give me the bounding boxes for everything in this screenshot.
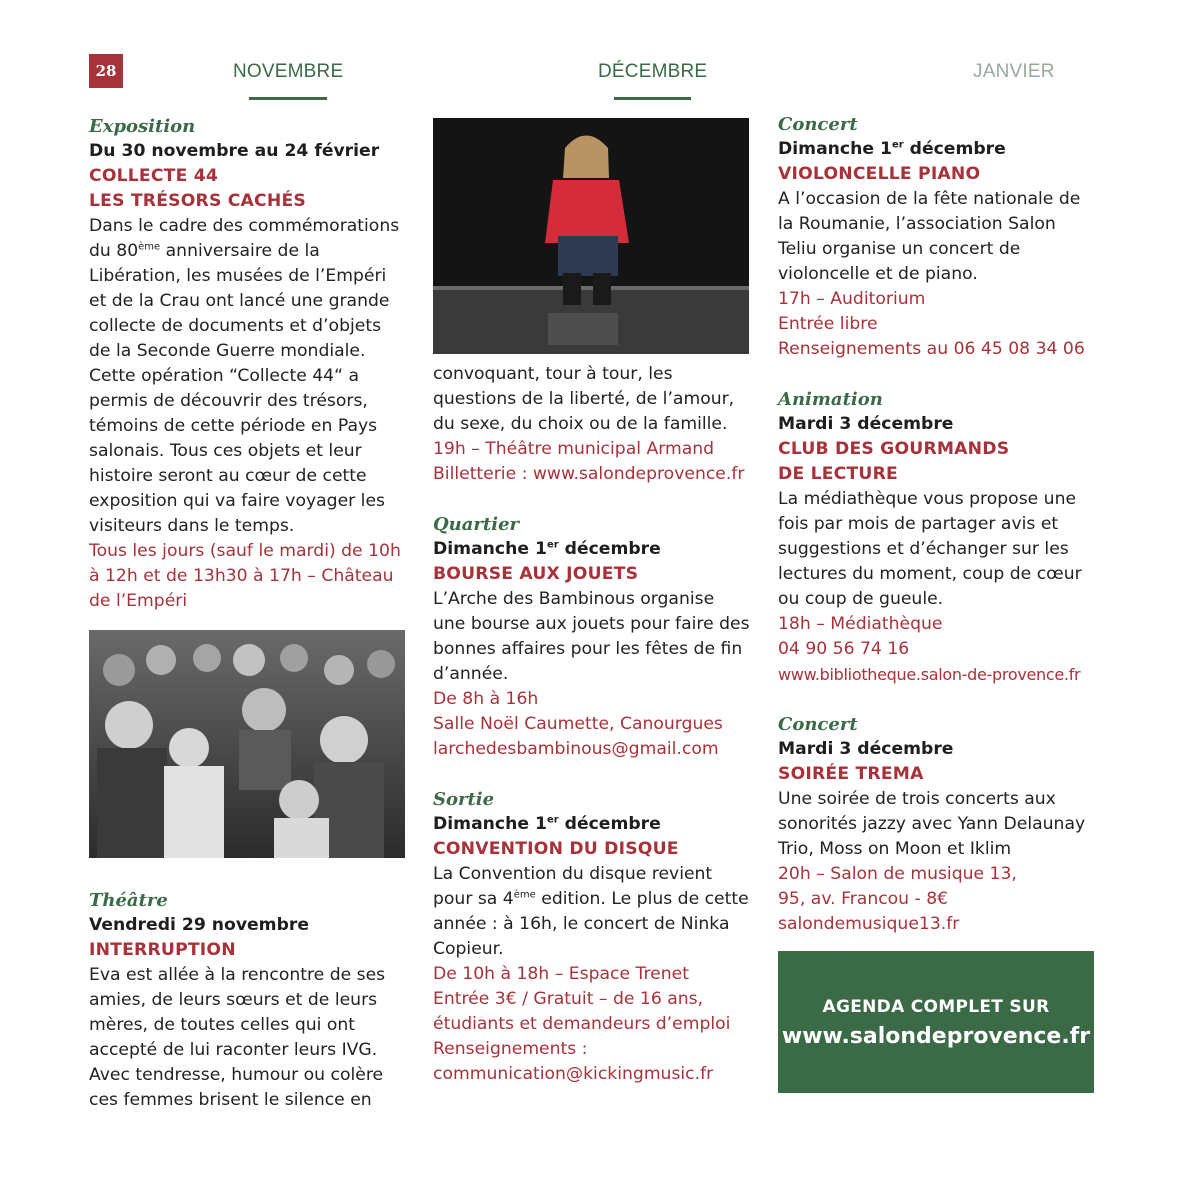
event-category: Théâtre — [89, 890, 168, 911]
event-link[interactable]: salondemusique13.fr — [778, 914, 960, 934]
event-info: Billetterie : www.salondeprovence.fr — [433, 464, 745, 484]
event-sortie — [433, 787, 751, 1087]
event-date: Mardi 3 décembre — [778, 414, 954, 434]
event-info: Salle Noël Caumette, Canourgues — [433, 714, 723, 734]
event-concert-piano — [778, 112, 1096, 362]
agenda-banner-label: AGENDA COMPLET SUR — [822, 997, 1050, 1017]
month-december: DÉCEMBRE — [598, 61, 708, 82]
event-title: COLLECTE 44 — [89, 166, 219, 186]
event-date: Dimanche 1er décembre — [433, 814, 661, 834]
event-theatre — [89, 888, 407, 1113]
event-title: CLUB DES GOURMANDS — [778, 439, 1010, 459]
event-title: BOURSE AUX JOUETS — [433, 564, 639, 584]
event-info: 19h – Théâtre municipal Armand — [433, 439, 715, 459]
agenda-banner[interactable] — [778, 951, 1094, 1093]
event-title: VIOLONCELLE PIANO — [778, 164, 981, 184]
event-info: 18h – Médiathèque — [778, 614, 943, 634]
event-category: Concert — [778, 714, 858, 735]
event-theatre-continued — [433, 362, 751, 487]
event-category: Quartier — [433, 514, 520, 535]
month-january: JANVIER — [973, 61, 1055, 82]
event-info: 20h – Salon de musique 13, — [778, 864, 1017, 884]
event-category: Animation — [778, 389, 883, 410]
event-description: Dans le cadre des commémorations du 80ème anniversaire de la Libération, les musées de l’Empéri et de la Crau ont lancé une grande collecte de documents et d’objets de la Seconde Guerre mondiale. Cette opération “Collecte 44“ a permis de découvrir des trésors, témoins de cette période en Pays salonais. Tous ces objets et leur histoire seront au cœur de cette exposition qui va faire voyager les visiteurs dans le temps. — [89, 216, 400, 536]
event-info: Entrée 3€ / Gratuit – de 16 ans, étudiants et demandeurs d’emploi — [433, 989, 731, 1034]
liberation-photo — [89, 630, 405, 858]
event-animation — [778, 387, 1096, 687]
event-description: convoquant, tour à tour, les questions de la liberté, de l’amour, du sexe, du choix ou de la famille. — [433, 364, 735, 434]
event-description: L’Arche des Bambinous organise une bourse aux jouets pour faire des bonnes affaires pour les fêtes de fin d’année. — [433, 589, 750, 684]
event-date: Vendredi 29 novembre — [89, 915, 310, 935]
liberation-photo-image — [89, 630, 405, 858]
event-info: Renseignements : — [433, 1039, 588, 1059]
month-november: NOVEMBRE — [233, 61, 344, 82]
event-title: SOIRÉE TREMA — [778, 764, 924, 784]
event-info: 04 90 56 74 16 — [778, 639, 910, 659]
event-info: 95, av. Francou - 8€ — [778, 889, 949, 909]
theatre-photo — [433, 118, 749, 354]
event-title: DE LECTURE — [778, 464, 898, 484]
event-date: Du 30 novembre au 24 février — [89, 141, 380, 161]
event-date: Dimanche 1er décembre — [433, 539, 661, 559]
event-info: Entrée libre — [778, 314, 878, 334]
event-category: Exposition — [89, 116, 196, 137]
event-title: CONVENTION DU DISQUE — [433, 839, 679, 859]
event-exposition — [89, 114, 407, 614]
event-category: Sortie — [433, 789, 495, 810]
event-email[interactable]: larchedesbambinous@gmail.com — [433, 739, 719, 759]
event-quartier — [433, 512, 751, 762]
agenda-banner-link[interactable]: www.salondeprovence.fr — [781, 1024, 1091, 1049]
event-date: Mardi 3 décembre — [778, 739, 954, 759]
column-3 — [778, 112, 1096, 1093]
page-number: 28 — [89, 54, 123, 88]
event-description: A l’occasion de la fête nationale de la Roumanie, l’association Salon Teliu organise un concert de violoncelle et de piano. — [778, 189, 1081, 284]
event-info: De 10h à 18h – Espace Trenet — [433, 964, 689, 984]
event-info: 17h – Auditorium — [778, 289, 926, 309]
column-1 — [89, 114, 407, 1138]
event-info: Tous les jours (sauf le mardi) de 10h à 12h et de 13h30 à 17h – Château de l’Empéri — [89, 541, 401, 611]
theatre-photo-image — [433, 118, 749, 354]
event-description: La Convention du disque revient pour sa 4ème edition. Le plus de cette année : à 16h, le concert de Ninka Copieur. — [433, 864, 749, 959]
event-date: Dimanche 1er décembre — [778, 139, 1006, 159]
event-concert-trema — [778, 712, 1096, 937]
event-info: De 8h à 16h — [433, 689, 539, 709]
column-2 — [433, 118, 751, 1112]
event-info: Renseignements au 06 45 08 34 06 — [778, 339, 1085, 359]
event-title: INTERRUPTION — [89, 940, 236, 960]
event-link[interactable]: www.bibliotheque.salon-de-provence.fr — [778, 665, 1081, 684]
event-category: Concert — [778, 114, 858, 135]
event-description: Une soirée de trois concerts aux sonorités jazzy avec Yann Delaunay Trio, Moss on Moon et Iklim — [778, 789, 1086, 859]
event-description: Eva est allée à la rencontre de ses amies, de leurs sœurs et de leurs mères, de toutes celles qui ont accepté de lui raconter leurs IVG. Avec tendresse, humour ou colère ces femmes brisent le silence en — [89, 965, 386, 1110]
event-email[interactable]: communication@kickingmusic.fr — [433, 1064, 714, 1084]
event-title: LES TRÉSORS CACHÉS — [89, 191, 306, 211]
event-description: La médiathèque vous propose une fois par mois de partager avis et suggestions et d’échanger sur les lectures du moment, coup de cœur ou coup de gueule. — [778, 489, 1082, 609]
